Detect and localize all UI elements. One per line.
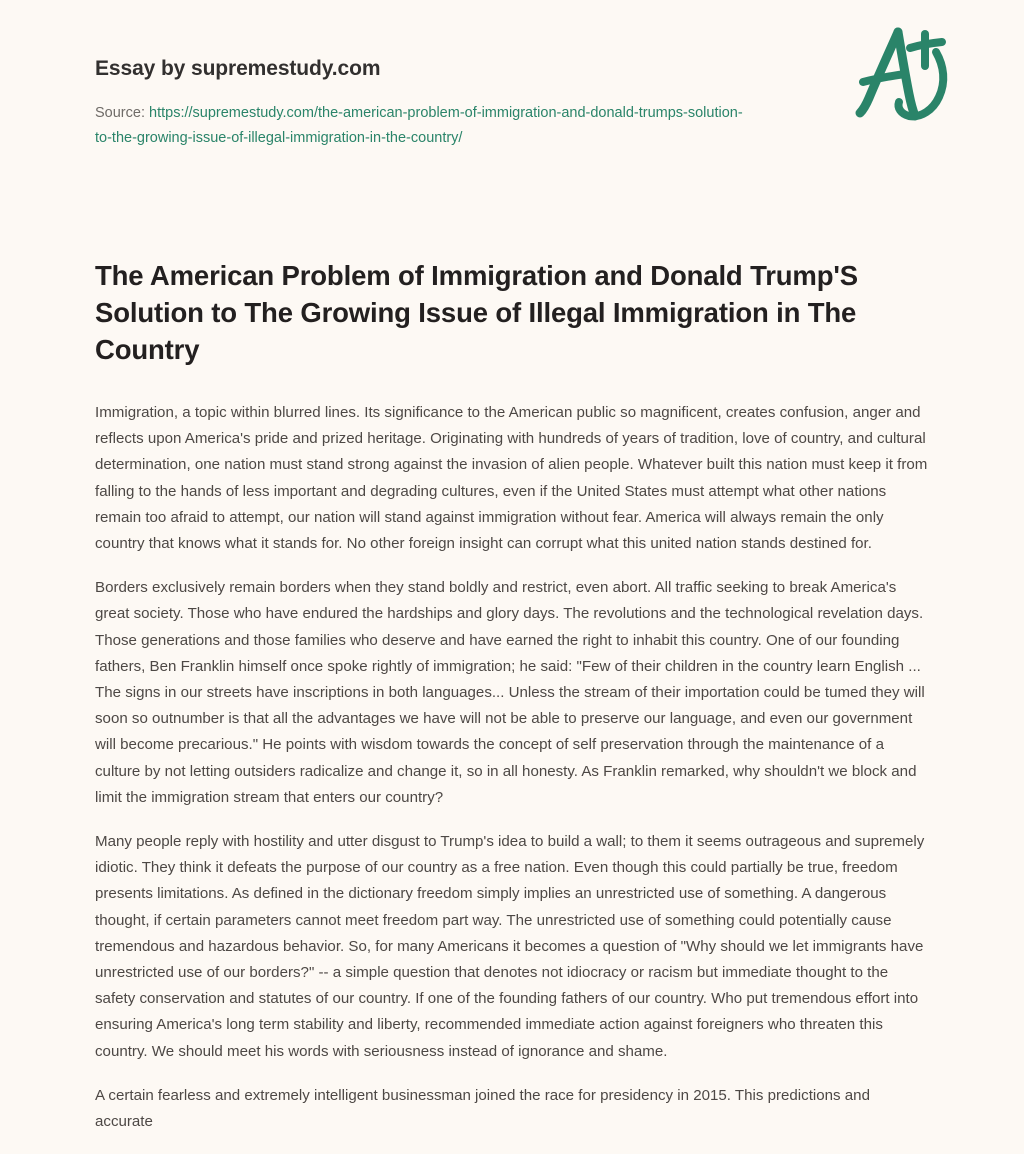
essay-body — [95, 400, 932, 1135]
a-plus-logo-icon — [841, 12, 961, 132]
body-paragraph: Immigration, a topic within blurred lines. Its significance to the American public so magnificent, creates confusion, anger and reflects upon America's pride and prized heritage. Originating with hundreds of years of tradition, love of country, and cultural determination, one nation must stand strong against the invasion of alien people. Whatever built this nation must keep it from falling to the hands of less important and degrading cultures, even if the United States must attempt what other nations remain too afraid to attempt, our nation will stand against immigration without fear. America will always remain the only country that knows what it stands for. No other foreign insight can corrupt what this united nation stands destined for. — [95, 404, 928, 553]
source-url-link[interactable]: https://supremestudy.com/the-american-problem-of-immigration-and-donald-trumps-solution-to-the-growing-issue-of-illegal-immigration-in-the-country/ — [95, 105, 743, 147]
body-paragraph: Borders exclusively remain borders when they stand boldly and restrict, even abort. All traffic seeking to break America's great society. Those who have endured the hardships and glory days. The revolutions and the technological revelation days. Those generations and those families who deserve and have earned the right to inhabit this country. One of our founding fathers, Ben Franklin himself once spoke rightly of immigration; he said: "Few of their children in the country learn English ... The signs in our streets have inscriptions in both languages... Unless the stream of their importation could be tumed they will soon so outnumber is that all the advantages we have will not be able to preserve our language, and even our government will become precarious." He points with wisdom towards the concept of self preservation through the maintenance of a culture by not letting outsiders radicalize and change it, so in all honesty. As Franklin remarked, why shouldn't we block and limit the immigration stream that enters our country? — [95, 579, 925, 806]
source-label: Source: — [95, 105, 145, 122]
essay-byline: Essay by supremestudy.com — [95, 57, 381, 80]
header-content — [95, 56, 932, 151]
body-paragraph: Many people reply with hostility and utter disgust to Trump's idea to build a wall; to them it seems outrageous and supremely idiotic. They think it defeats the purpose of our country as a free nation. Even though this could partially be true, freedom presents limitations. As defined in the dictionary freedom simply implies an unrestricted use of something. A dangerous thought, if certain parameters cannot meet freedom part way. The unrestricted use of something could potentially cause tremendous and hazardous behavior. So, for many Americans it becomes a question of "Why should we let immigrants have unrestricted use of our borders?" -- a simple question that denotes not idiocracy or racism but immediate thought to the safety conservation and statutes of our country. If one of the founding fathers of our country. Who put tremendous effort into ensuring America's long term stability and liberty, recommended immediate action against foreigners who threaten this country. We should meet his words with seriousness instead of ignorance and shame. — [95, 833, 925, 1060]
source-line — [95, 101, 745, 151]
body-paragraph: A certain fearless and extremely intelligent businessman joined the race for presidency in 2015. This predictions and accurate — [95, 1086, 870, 1131]
document-header — [0, 0, 1024, 175]
page-title: The American Problem of Immigration and Donald Trump'S Solution to The Growing Issue of Illegal Immigration in The Country — [95, 260, 858, 365]
document-main — [95, 257, 932, 1135]
brand-logo — [841, 12, 961, 132]
